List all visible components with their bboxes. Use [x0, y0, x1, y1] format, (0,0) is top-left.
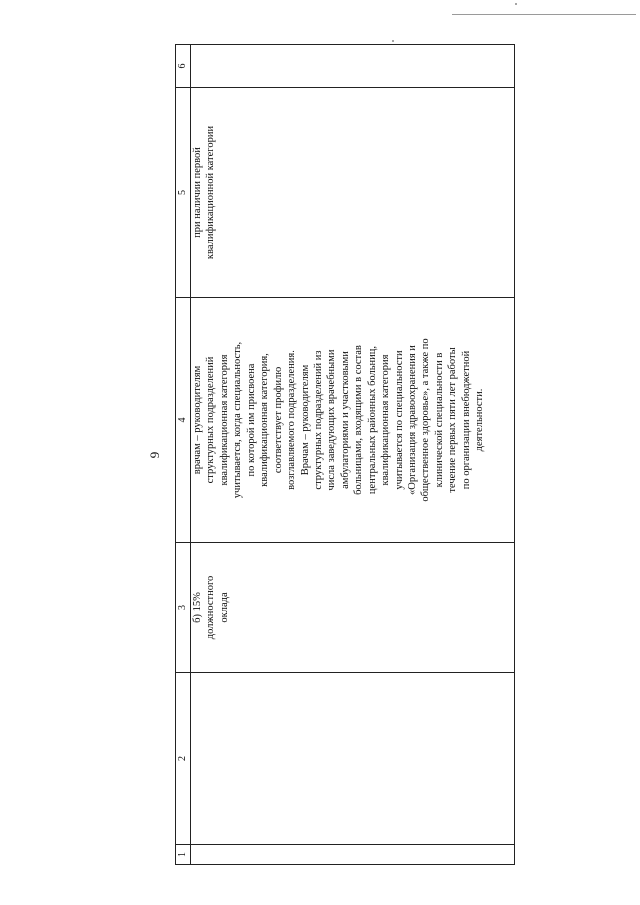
salary-table — [175, 44, 515, 865]
header-col-4: 4 — [176, 298, 191, 543]
text-line: соответствует профилю — [272, 366, 284, 474]
table-row — [191, 45, 515, 865]
header-col-5: 5 — [176, 88, 191, 298]
text-line: деятельности. — [474, 388, 486, 452]
text-line: оклада — [218, 592, 230, 623]
text-line: структурных подразделений — [205, 356, 217, 484]
text-line: течение первых пяти лет работы — [447, 347, 459, 493]
scan-speck — [392, 40, 394, 42]
cell-category — [191, 88, 515, 298]
text-line: амбулаториями и участковыми — [339, 351, 351, 489]
cell-col-2 — [191, 673, 515, 845]
text-line: квалификационная категория — [218, 354, 230, 486]
text-line: б) 15% — [192, 592, 203, 623]
scan-speck — [515, 3, 517, 5]
text-line: клинической специальности в — [433, 352, 445, 488]
header-col-1: 1 — [176, 845, 191, 865]
text-line: при наличии первой — [192, 147, 203, 238]
cell-col-6 — [191, 45, 515, 88]
header-col-6: 6 — [176, 45, 191, 88]
text-line: врачам – руководителям — [192, 365, 203, 475]
rotated-page-content — [147, 45, 515, 865]
text-line: больницами, входящими в состав — [353, 345, 365, 495]
text-line: структурных подразделений из — [312, 350, 324, 490]
text-line: квалификационной категории — [205, 125, 217, 260]
text-line: учитывается, когда специальность, — [232, 341, 244, 499]
header-col-3: 3 — [176, 543, 191, 673]
text-line: общественное здоровье», а также по — [420, 338, 432, 502]
text-line: по которой им присвоена — [245, 363, 257, 477]
text-line: Врачам – руководителям — [299, 364, 311, 476]
text-line: квалификационная категория — [380, 354, 392, 486]
text-line: по организации внебюджетной — [460, 350, 472, 490]
text-line: «Организация здравоохранения и — [407, 345, 418, 495]
page-number: 9 — [147, 451, 162, 459]
text-line: квалификационная категория, — [259, 353, 271, 487]
header-col-2: 2 — [176, 673, 191, 845]
cell-bonus-rate — [191, 543, 515, 673]
text-line: центральных районных больниц, — [366, 345, 378, 495]
cell-conditions — [191, 298, 515, 543]
text-line: числа заведующих врачебными — [326, 349, 338, 491]
text-line: возглавляемого подразделения. — [286, 350, 298, 490]
text-line: учитывается по специальности — [393, 350, 405, 490]
text-line: должностного — [205, 575, 217, 640]
cell-col-1 — [191, 845, 515, 865]
table-header-row — [176, 45, 191, 865]
top-edge-line — [452, 14, 636, 15]
